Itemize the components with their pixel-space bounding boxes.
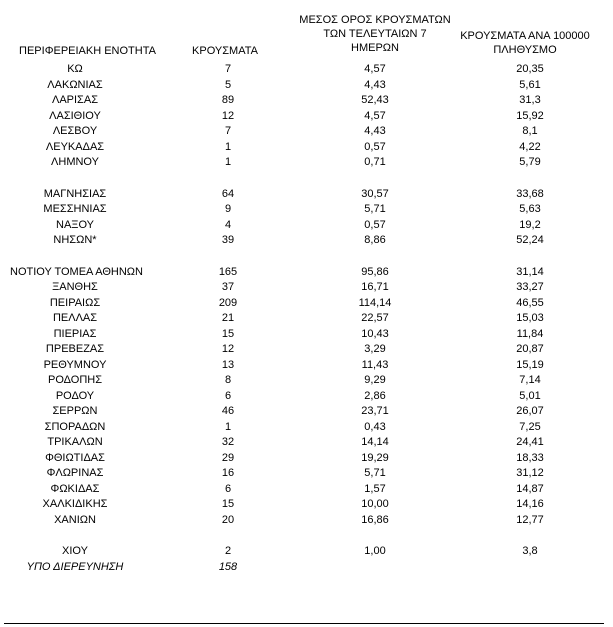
avg-cell: 5,71 — [364, 467, 386, 479]
per100k-cell: 52,24 — [516, 234, 544, 246]
per100k-cell: 15,03 — [516, 312, 544, 324]
avg-cell: 8,86 — [364, 234, 386, 246]
per100k-cell: 19,2 — [519, 218, 541, 231]
cases-cell: 15 — [221, 498, 235, 510]
region-cell: ΠΕΙΡΑΙΩΣ — [49, 296, 101, 309]
cases-cell: 13 — [221, 358, 235, 371]
cases-cell: 6 — [224, 482, 232, 495]
cases-cell: 1 — [224, 156, 232, 168]
header-cases-label: ΚΡΟΥΣΜΑΤΑ — [192, 45, 258, 57]
per100k-cell: 26,07 — [516, 405, 544, 417]
header-cases-per-100k — [440, 29, 610, 57]
header-region-label: ΠΕΡΙΦΕΡΕΙΑΚΗ ΕΝΟΤΗΤΑ — [19, 45, 156, 57]
region-cell: ΡΟΔΟΠΗΣ — [47, 374, 103, 386]
avg-cell: 114,14 — [358, 296, 392, 309]
cases-cell: 21 — [221, 312, 235, 324]
region-cell: ΜΑΓΝΗΣΙΑΣ — [43, 187, 107, 200]
region-cell: ΣΕΡΡΩΝ — [52, 405, 98, 417]
region-cell: ΠΕΛΛΑΣ — [52, 312, 98, 324]
avg-cell: 4,57 — [364, 109, 386, 122]
region-cell: ΚΩ — [67, 63, 83, 75]
table-row — [0, 187, 613, 203]
table-row — [0, 451, 613, 467]
cases-cell: 20 — [221, 513, 235, 526]
region-cell: ΠΙΕΡΙΑΣ — [53, 327, 97, 340]
table-row — [0, 202, 613, 218]
region-cell: ΦΘΙΩΤΙΔΑΣ — [45, 451, 105, 464]
table-row — [0, 358, 613, 374]
cases-cell: 209 — [218, 296, 238, 309]
header-per100k-line-2: ΠΛΗΘΥΣΜΟ — [493, 44, 557, 56]
cases-cell: 29 — [221, 451, 235, 464]
table-row — [0, 78, 613, 94]
per100k-cell: 12,77 — [516, 513, 544, 526]
region-cell: ΡΕΘΥΜΝΟΥ — [43, 358, 107, 371]
avg-cell: 9,29 — [364, 374, 386, 386]
group-spacer — [0, 249, 613, 265]
cases-cell: 4 — [224, 218, 232, 231]
region-cell: ΤΡΙΚΑΛΩΝ — [47, 436, 103, 448]
table-row — [0, 93, 613, 109]
table-row — [0, 482, 613, 498]
per100k-cell: 15,19 — [516, 358, 544, 371]
cases-cell: 37 — [221, 281, 235, 293]
per100k-cell: 5,79 — [519, 156, 541, 168]
table-row — [0, 435, 613, 451]
per100k-cell: 18,33 — [516, 451, 544, 464]
per100k-cell: 15,92 — [516, 109, 544, 122]
avg-cell: 4,43 — [364, 78, 386, 91]
region-cell: ΞΑΝΘΗΣ — [52, 281, 98, 293]
table-row — [0, 389, 613, 405]
table-row — [0, 327, 613, 343]
per100k-cell: 7,14 — [519, 374, 541, 386]
avg-cell: 0,43 — [364, 420, 386, 433]
per100k-cell: 11,84 — [516, 327, 544, 340]
per100k-cell: 46,55 — [516, 296, 544, 309]
header-per100k-line-1: ΚΡΟΥΣΜΑΤΑ ΑΝΑ 100000 — [460, 30, 590, 42]
region-cell: ΛΑΚΩΝΙΑΣ — [47, 78, 103, 91]
per100k-cell: 31,14 — [516, 265, 544, 278]
avg-cell: 4,57 — [364, 63, 386, 75]
region-cell: ΡΟΔΟΥ — [55, 389, 95, 402]
table-row — [0, 218, 613, 234]
table-row — [0, 233, 613, 249]
region-cell: ΠΡΕΒΕΖΑΣ — [45, 343, 105, 355]
per100k-cell: 24,41 — [516, 436, 544, 448]
avg-cell: 0,57 — [364, 140, 386, 153]
cases-cell: 16 — [221, 467, 235, 479]
table-row — [0, 497, 613, 513]
cases-cell: 9 — [224, 203, 232, 215]
table-row — [0, 342, 613, 358]
per100k-cell: 3,8 — [522, 545, 538, 557]
table-row — [0, 373, 613, 389]
avg-cell: 16,86 — [361, 513, 389, 526]
table-row — [0, 420, 613, 436]
region-cell: ΛΕΣΒΟΥ — [52, 125, 98, 137]
cases-cell: 165 — [218, 265, 238, 278]
group-spacer — [0, 528, 613, 544]
bottom-divider — [4, 623, 604, 624]
per100k-cell: 8,1 — [522, 125, 538, 137]
cases-cell: 15 — [221, 327, 235, 340]
per100k-cell: 31,12 — [516, 467, 544, 479]
region-cell: ΛΕΥΚΑΔΑΣ — [45, 140, 105, 153]
region-cell: ΛΗΜΝΟΥ — [51, 156, 99, 168]
avg-cell: 10,00 — [361, 498, 389, 510]
avg-cell: 11,43 — [361, 358, 389, 371]
region-cell: ΣΠΟΡΑΔΩΝ — [44, 420, 106, 433]
per100k-cell: 31,3 — [519, 94, 541, 106]
header-cases — [180, 44, 270, 58]
region-cell: ΛΑΡΙΣΑΣ — [51, 94, 98, 106]
avg-cell: 16,71 — [361, 281, 389, 293]
header-avg-line-3: ΗΜΕΡΩΝ — [351, 42, 399, 54]
table-row — [0, 124, 613, 140]
region-cell: ΛΑΣΙΘΙΟΥ — [49, 109, 101, 122]
table-row — [0, 109, 613, 125]
cases-cell: 89 — [221, 94, 235, 106]
avg-cell: 19,29 — [361, 451, 389, 464]
table-row — [0, 62, 613, 78]
avg-cell: 0,71 — [364, 156, 386, 168]
cases-cell: 2 — [224, 545, 232, 557]
table-row — [0, 265, 613, 281]
table-row — [0, 404, 613, 420]
cases-cell: 12 — [221, 109, 235, 122]
avg-cell: 1,57 — [364, 482, 386, 495]
avg-cell: 10,43 — [361, 327, 389, 340]
table-row — [0, 560, 613, 576]
per100k-cell: 33,68 — [516, 187, 544, 200]
cases-cell: 7 — [224, 125, 232, 137]
avg-cell: 1,00 — [364, 545, 386, 557]
per100k-cell: 20,87 — [516, 343, 544, 355]
table-row — [0, 466, 613, 482]
region-cell: ΦΛΩΡΙΝΑΣ — [46, 467, 104, 479]
header-avg-line-2: ΤΩΝ ΤΕΛΕΥΤΑΙΩΝ 7 — [323, 28, 427, 40]
avg-cell: 23,71 — [361, 405, 389, 417]
table-row — [0, 140, 613, 156]
cases-cell: 6 — [224, 389, 232, 402]
region-cell: ΥΠΟ ΔΙΕΡΕΥΝΗΣΗ — [26, 560, 124, 573]
region-cell: ΜΕΣΣΗΝΙΑΣ — [43, 203, 107, 215]
cases-cell: 7 — [224, 63, 232, 75]
table-row — [0, 544, 613, 560]
avg-cell: 14,14 — [361, 436, 389, 448]
avg-cell: 52,43 — [361, 94, 389, 106]
cases-cell: 46 — [221, 405, 235, 417]
avg-cell: 95,86 — [361, 265, 389, 278]
table-row — [0, 296, 613, 312]
avg-cell: 30,57 — [361, 187, 389, 200]
group-spacer — [0, 171, 613, 187]
header-7day-average — [290, 13, 460, 55]
cases-cell: 158 — [218, 560, 238, 573]
region-cell: ΦΩΚΙΔΑΣ — [50, 482, 100, 495]
region-cell: ΝΑΞΟΥ — [56, 218, 94, 231]
per100k-cell: 4,22 — [519, 140, 541, 153]
avg-cell: 22,57 — [361, 312, 389, 324]
per100k-cell: 5,61 — [519, 78, 541, 91]
per100k-cell: 20,35 — [516, 63, 544, 75]
per100k-cell: 7,25 — [519, 420, 541, 433]
cases-cell: 12 — [221, 343, 235, 355]
region-cell: ΧΑΝΙΩΝ — [54, 513, 96, 526]
avg-cell: 5,71 — [364, 203, 386, 215]
region-cell: ΝΗΣΩΝ* — [53, 234, 97, 246]
table-body — [0, 62, 613, 575]
avg-cell: 2,86 — [364, 389, 386, 402]
region-cell: ΧΑΛΚΙΔΙΚΗΣ — [42, 498, 108, 510]
cases-cell: 39 — [221, 234, 235, 246]
per100k-cell: 33,27 — [516, 281, 544, 293]
region-cell: ΧΙΟΥ — [62, 545, 88, 557]
avg-cell: 3,29 — [364, 343, 386, 355]
cases-cell: 1 — [224, 420, 232, 433]
table-row — [0, 155, 613, 171]
cases-cell: 32 — [221, 436, 235, 448]
per100k-cell: 14,16 — [516, 498, 544, 510]
header-avg-line-1: ΜΕΣΟΣ ΟΡΟΣ ΚΡΟΥΣΜΑΤΩΝ — [299, 14, 451, 26]
table-row — [0, 311, 613, 327]
table-row — [0, 513, 613, 529]
cases-cell: 8 — [224, 374, 232, 386]
header-region — [0, 44, 175, 58]
cases-cell: 5 — [224, 78, 232, 91]
per100k-cell: 5,63 — [519, 203, 541, 215]
region-cell: ΝΟΤΙΟΥ ΤΟΜΕΑ ΑΘΗΝΩΝ — [10, 265, 143, 278]
cases-cell: 1 — [224, 140, 232, 153]
avg-cell: 4,43 — [364, 125, 386, 137]
per100k-cell: 5,01 — [519, 389, 541, 402]
avg-cell: 0,57 — [364, 218, 386, 231]
cases-cell: 64 — [221, 187, 235, 200]
table-row — [0, 280, 613, 296]
per100k-cell: 14,87 — [516, 482, 544, 495]
